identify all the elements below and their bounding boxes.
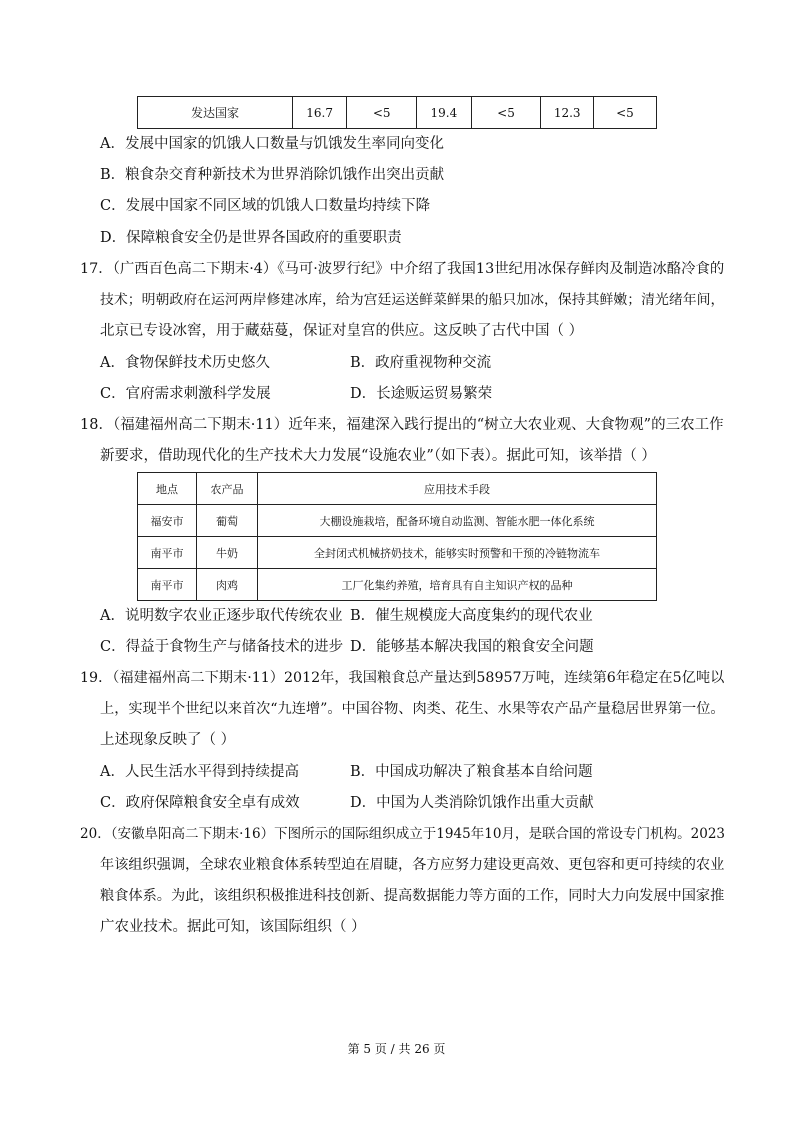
q20-stem-line: 年该组织强调，全球农业粮食体系转型迫在眉睫，各方应努力建设更高效、更包容和更可持续的农业 [100, 857, 725, 873]
q17-option-c: C．官府需求刺激科学发展 [100, 386, 271, 402]
q17-stem-line: 技术；明朝政府在运河两岸修建冰库，给为宫廷运送鲜菜鲜果的船只加冰，保持其鲜嫩；清光绪年间， [100, 292, 725, 308]
table-cell: <5 [593, 97, 656, 129]
table-cell: 南平市 [138, 537, 197, 569]
q17-option-a: A．食物保鲜技术历史悠久 [100, 355, 270, 371]
table-cell: 全封闭式机械挤奶技术，能够实时预警和干预的冷链物流车 [258, 537, 657, 569]
q19-option-b: B．中国成功解决了粮食基本自给问题 [350, 764, 593, 780]
q19-option-c: C．政府保障粮食安全卓有成效 [100, 795, 300, 811]
q19-option-a: A．人民生活水平得到持续提高 [100, 764, 299, 780]
table-cell: 大棚设施栽培，配备环境自动监测、智能水肥一体化系统 [258, 505, 657, 537]
table-cell: <5 [347, 97, 417, 129]
q20-stem-line: 20．（安徽阜阳高二下期末·16）下图所示的国际组织成立于1945年10月，是联合国的常设专门机构。2023 [80, 826, 726, 842]
table-cell: 福安市 [138, 505, 197, 537]
q19-option-d: D．中国为人类消除饥饿作出重大贡献 [350, 795, 594, 811]
q16-option-b: B．粮食杂交育种新技术为世界消除饥饿作出突出贡献 [100, 167, 445, 183]
table-cell: 发达国家 [138, 97, 293, 129]
q17-stem-line: 北京已专设冰窖，用于藏菇蔓，保证对皇宫的供应。这反映了古代中国（ ） [100, 323, 584, 339]
table-row [138, 505, 657, 537]
table-header-cell: 农产品 [197, 473, 258, 505]
q17-option-b: B．政府重视物种交流 [350, 355, 492, 371]
table-header-row [138, 473, 657, 505]
q18-option-c: C．得益于食物生产与储备技术的进步 [100, 639, 344, 655]
q18-stem-line: 新要求，借助现代化的生产技术大力发展“设施农业”（如下表）。据此可知，该举措（ ） [100, 448, 656, 464]
q20-stem-line: 广农业技术。据此可知，该国际组织（ ） [100, 919, 366, 935]
facility-agriculture-table [137, 472, 657, 601]
q18-option-b: B．催生规模庞大高度集约的现代农业 [350, 608, 593, 624]
q18-option-d: D．能够基本解决我国的粮食安全问题 [350, 639, 594, 655]
table-cell: 肉鸡 [197, 569, 258, 601]
table-cell: 工厂化集约养殖，培育具有自主知识产权的品种 [258, 569, 657, 601]
table-cell: 12.3 [541, 97, 593, 129]
table-header-cell: 应用技术手段 [258, 473, 657, 505]
q17-option-d: D．长途贩运贸易繁荣 [350, 386, 493, 402]
q17-stem-line: 17．（广西百色高二下期末·4）《马可·波罗行纪》中介绍了我国13世纪用冰保存鲜肉及制造冰酪冷食的 [80, 261, 725, 277]
page-number-footer: 第 5 页 / 共 26 页 [347, 1042, 446, 1056]
q18-option-a: A．说明数字农业正逐步取代传统农业 [100, 608, 343, 624]
q20-stem-line: 粮食体系。为此，该组织积极推进科技创新、提高数据能力等方面的工作，同时大力向发展中国家推 [100, 888, 725, 904]
table-row [138, 97, 657, 129]
hunger-data-table [137, 96, 657, 129]
q16-option-d: D．保障粮食安全仍是世界各国政府的重要职责 [100, 230, 402, 246]
q18-stem-line: 18．（福建福州高二下期末·11）近年来，福建深入践行提出的“树立大农业观、大食物观”的三农工作 [80, 417, 724, 433]
table-row [138, 569, 657, 601]
q19-stem-line: 上，实现半个世纪以来首次“九连增”。中国谷物、肉类、花生、水果等农产品产量稳居世界第一位。 [100, 701, 725, 717]
q16-option-c: C．发展中国家不同区域的饥饿人口数量均持续下降 [100, 198, 431, 214]
table-cell: 牛奶 [197, 537, 258, 569]
table-row [138, 537, 657, 569]
table-cell: 19.4 [417, 97, 471, 129]
q16-option-a: A．发展中国家的饥饿人口数量与饥饿发生率同向变化 [100, 136, 444, 152]
table-cell: 南平市 [138, 569, 197, 601]
q19-stem-line: 19．（福建福州高二下期末·11）2012年，我国粮食总产量达到58957万吨，连续第6年稳定在5亿吨以 [80, 670, 725, 686]
q19-stem-line: 上述现象反映了（ ） [100, 732, 236, 748]
table-header-cell: 地点 [138, 473, 197, 505]
table-cell: <5 [471, 97, 541, 129]
table-cell: 葡萄 [197, 505, 258, 537]
table-cell: 16.7 [292, 97, 346, 129]
